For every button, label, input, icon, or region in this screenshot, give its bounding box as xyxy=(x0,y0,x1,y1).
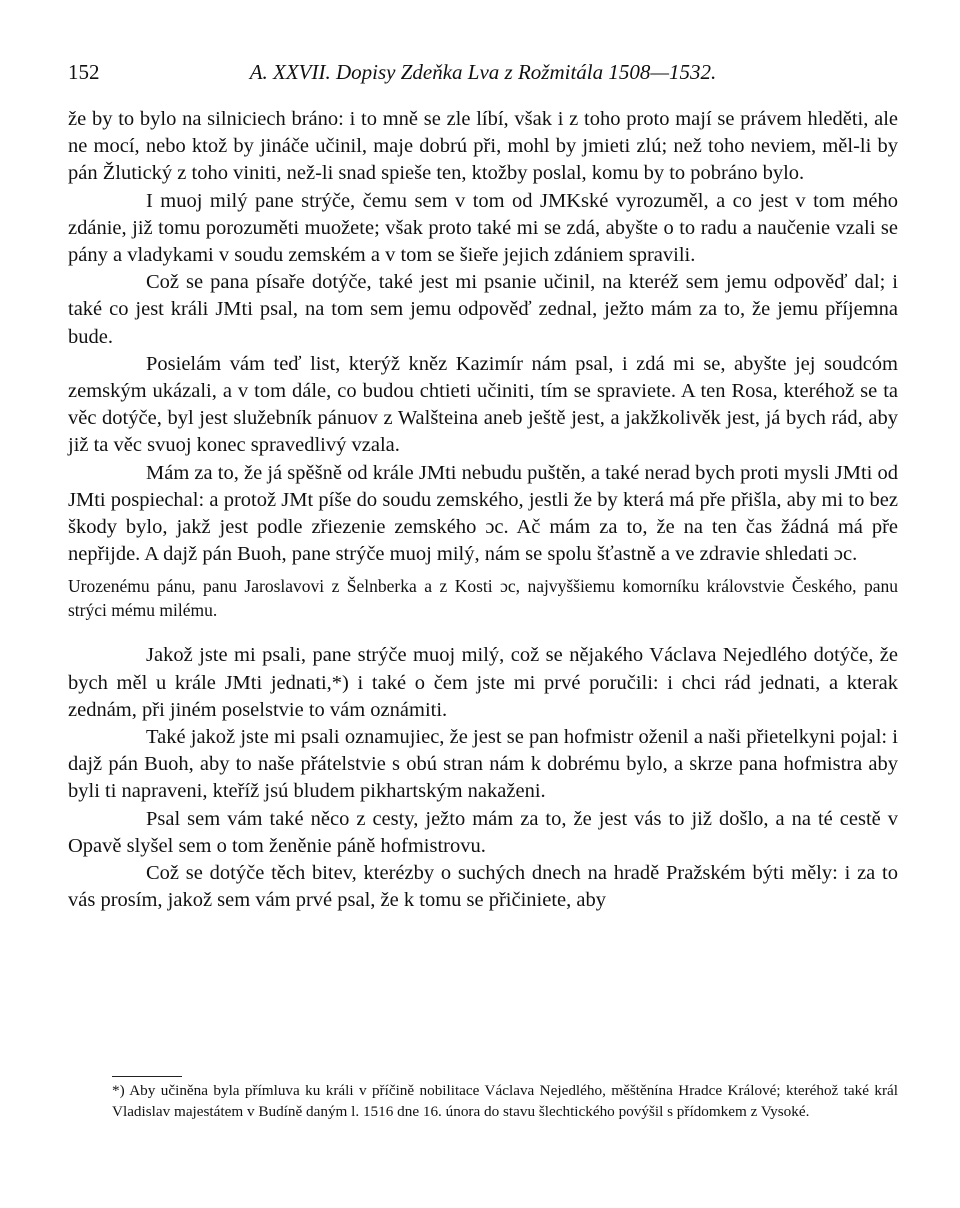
paragraph: Což se pana písaře dotýče, také jest mi psanie učinil, na kteréž sem jemu odpověď dal; i také co jest králi JMti psal, na tom sem jemu odpověď zednal, ježto mám za to, že jemu příjemna bude. xyxy=(68,271,898,348)
paragraph: Posielám vám teď list, kterýž kněz Kazimír nám psal, i zdá mi se, abyšte jej soudcóm zemským ukázali, a v tom dále, co budou chtieti učiniti, tím se spraviete. A ten Rosa, kteréhož se ta věc dotýče, byl jest služebník pánuov z Walšteina aneb ještě jest, a jakžkolivěk jest, já bych rád, aby již ta věc svuoj konec spravedlivý vzala. xyxy=(68,352,898,457)
running-title: A. XXVII. Dopisy Zdeňka Lva z Rožmitála 1508—1532. xyxy=(249,60,717,84)
paragraph: Psal sem vám také něco z cesty, ježto mám za to, že jest vás to již došlo, a na té cestě v Opavě slyšel sem o tom ženěnie páně hofmistrovu. xyxy=(68,807,898,857)
letter-body xyxy=(68,106,898,914)
paragraph: že by to bylo na silniciech bráno: i to mně se zle líbí, však i z toho proto mají se právem hleděti, ale ne mocí, nebo ktož by jináče učinil, maje dobrú při, mohl by jmieti zlú; než toho neviem, měl-li by pán Žlutický z toho viniti, než-li snad spieše ten, ktožby poslal, komu by to pobráno bylo. xyxy=(68,108,898,185)
paragraph: Což se dotýče těch bitev, kterézby o suchých dnech na hradě Pražském býti měly: i za to vás prosím, jakož sem vám prvé psal, že k tomu se přičiniete, aby xyxy=(68,862,898,912)
footnote: *) Aby učiněna byla přímluva ku králi v příčině nobilitace Václava Nejedlého, měštěnína Hradce Králové; kteréhož také král Vladislav majestátem v Budíně daným l. 1516 dne 16. února do stavu šlechtického povýšil s přídomkem z Vysoké. xyxy=(112,1082,898,1120)
page-header xyxy=(68,60,898,92)
letter-address: Urozenému pánu, panu Jaroslavovi z Šelnberka a z Kosti ɔc, najvyššiemu komorníku královstvie Českého, panu strýci mému milému. xyxy=(68,576,898,621)
paragraph: Také jakož jste mi psali oznamujiec, že jest se pan hofmistr oženil a naši přietelkyni pojal: i dajž pán Buoh, aby to naše přátelstvie s obú stran nám k dobrému bylo, a skrze pana hofmistra aby byli ti napraveni, kteříž jsú bludem pikhartským nakaženi. xyxy=(68,726,898,803)
page-number: 152 xyxy=(68,60,100,84)
footnote-divider xyxy=(112,1076,182,1077)
paragraph: I muoj milý pane strýče, čemu sem v tom od JMKské vyrozuměl, a co jest v tom mého zdánie, již tomu porozuměti muožete; však proto také mi se zdá, abyšte o to radu a naučenie vzali se pány a vladykami v soudu zemském a v tom se šieře jejich zdániem spravili. xyxy=(68,189,898,267)
paragraph: Mám za to, že já spěšně od krále JMti nebudu puštěn, a také nerad bych proti mysli JMti od JMti pospiechal: a protož JMt píše do soudu zemského, jestli že by která má pře přišla, aby mi to bez škody bylo, jakž jest podle zřiezenie zemského ɔc. Ač mám za to, že na ten čas žádná má pře nepřijde. A dajž pán Buoh, pane strýče muoj milý, nám se spolu šťastně a ve zdravie shledati ɔc. xyxy=(68,461,898,566)
paragraph: Jakož jste mi psali, pane strýče muoj milý, což se nějakého Václava Nejedlého dotýče, že bych měl u krále JMti jednati,*) i také o čem jste mi prvé poručili: i chci rád jednati, a kterak zednám, při jiném poselstvie to vám oznámiti. xyxy=(68,644,898,721)
